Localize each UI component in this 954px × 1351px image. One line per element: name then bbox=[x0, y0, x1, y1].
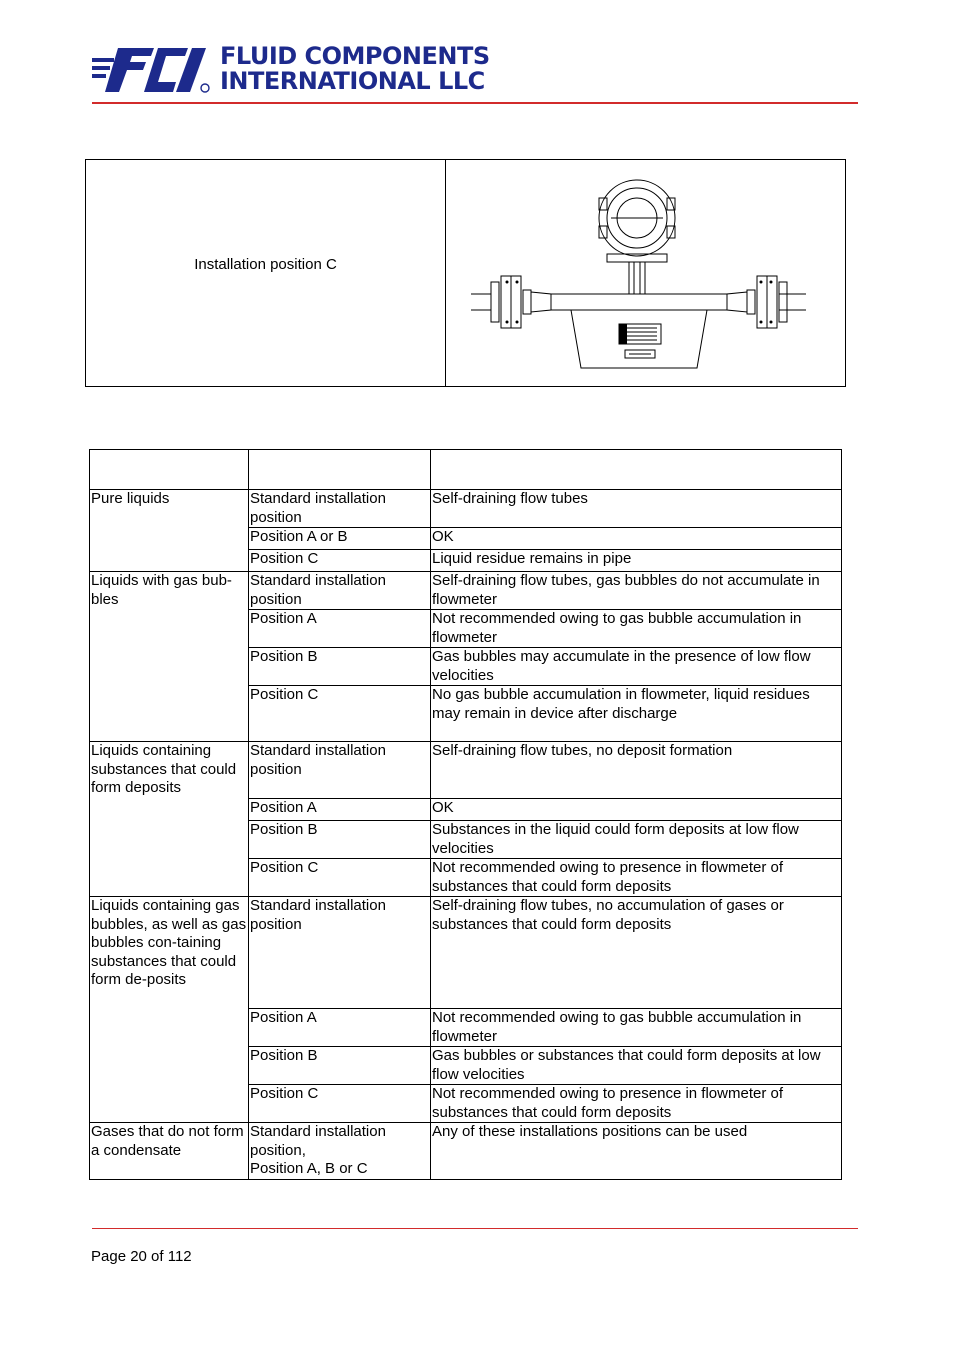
medium-cell: Pure liquids bbox=[90, 490, 249, 572]
position-cell: Position C bbox=[249, 686, 431, 742]
header-cell bbox=[90, 450, 249, 490]
comment-cell: No gas bubble accumulation in flowmeter, liquid residues may remain in device after discharge bbox=[431, 686, 842, 742]
comment-cell: OK bbox=[431, 528, 842, 550]
header-cell bbox=[431, 450, 842, 490]
comment-cell: Not recommended owing to presence in flowmeter of substances that could form deposits bbox=[431, 1085, 842, 1123]
position-cell: Position B bbox=[249, 821, 431, 859]
figure-caption: Installation position C bbox=[194, 256, 337, 273]
company-name-line1: FLUID COMPONENTS bbox=[220, 42, 490, 70]
footer-rule bbox=[92, 1228, 858, 1229]
company-name bbox=[220, 44, 490, 94]
medium-cell: Liquids with gas bub-bles bbox=[90, 572, 249, 742]
position-cell: Standard installation position bbox=[249, 490, 431, 528]
table-header-row bbox=[90, 450, 842, 490]
position-cell: Position C bbox=[249, 859, 431, 897]
position-cell: Position C bbox=[249, 1085, 431, 1123]
position-cell: Position B bbox=[249, 648, 431, 686]
comment-cell: Self-draining flow tubes, no deposit formation bbox=[431, 742, 842, 799]
table-row bbox=[90, 572, 842, 610]
table-row bbox=[90, 897, 842, 1009]
position-cell: Position A bbox=[249, 799, 431, 821]
medium-cell: Gases that do not form a condensate bbox=[90, 1123, 249, 1180]
comment-cell: Self-draining flow tubes, no accumulation of gases or substances that could form deposits bbox=[431, 897, 842, 1009]
table-row bbox=[90, 490, 842, 528]
position-cell: Standard installation position bbox=[249, 572, 431, 610]
comment-cell: Self-draining flow tubes bbox=[431, 490, 842, 528]
figure-divider bbox=[445, 160, 446, 386]
header-cell bbox=[249, 450, 431, 490]
position-cell: Standard installation position, Position A, B or C bbox=[249, 1123, 431, 1180]
position-cell: Standard installation position bbox=[249, 742, 431, 799]
comment-cell: OK bbox=[431, 799, 842, 821]
comment-cell: Not recommended owing to gas bubble accumulation in flowmeter bbox=[431, 1009, 842, 1047]
installation-figure-box bbox=[85, 159, 846, 387]
comment-cell: Any of these installations positions can be used bbox=[431, 1123, 842, 1180]
comment-cell: Substances in the liquid could form deposits at low flow velocities bbox=[431, 821, 842, 859]
header-rule bbox=[92, 102, 858, 104]
page-number: Page 20 of 112 bbox=[91, 1248, 192, 1265]
flowmeter-drawing bbox=[471, 178, 823, 378]
fci-logo-mark bbox=[92, 44, 216, 96]
position-cell: Standard installation position bbox=[249, 897, 431, 1009]
table-row bbox=[90, 1123, 842, 1180]
comment-cell: Not recommended owing to gas bubble accumulation in flowmeter bbox=[431, 610, 842, 648]
position-cell: Position C bbox=[249, 550, 431, 572]
comment-cell: Not recommended owing to presence in flowmeter of substances that could form deposits bbox=[431, 859, 842, 897]
fci-logo bbox=[92, 44, 216, 101]
comment-cell: Gas bubbles or substances that could form deposits at low flow velocities bbox=[431, 1047, 842, 1085]
company-name-line2: INTERNATIONAL LLC bbox=[220, 67, 485, 95]
table-row bbox=[90, 742, 842, 799]
medium-cell: Liquids containing substances that could form deposits bbox=[90, 742, 249, 897]
position-cell: Position A or B bbox=[249, 528, 431, 550]
position-cell: Position B bbox=[249, 1047, 431, 1085]
medium-cell: Liquids containing gas bubbles, as well as gas bubbles con-taining substances that could form de-posits bbox=[90, 897, 249, 1123]
comment-cell: Self-draining flow tubes, gas bubbles do not accumulate in flowmeter bbox=[431, 572, 842, 610]
comment-cell: Liquid residue remains in pipe bbox=[431, 550, 842, 572]
position-cell: Position A bbox=[249, 1009, 431, 1047]
installation-table bbox=[89, 449, 842, 1180]
position-cell: Position A bbox=[249, 610, 431, 648]
comment-cell: Gas bubbles may accumulate in the presence of low flow velocities bbox=[431, 648, 842, 686]
